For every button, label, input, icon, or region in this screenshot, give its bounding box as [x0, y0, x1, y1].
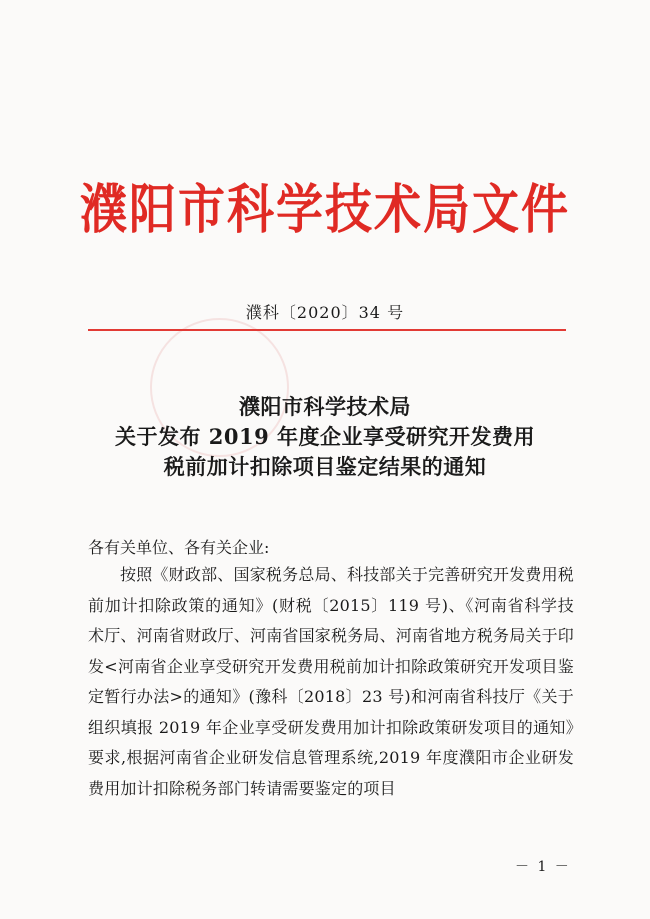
- notice-title-line: 税前加计扣除项目鉴定结果的通知: [163, 454, 487, 479]
- salutation: 各有关单位、各有关企业:: [88, 538, 270, 557]
- notice-title-line: 关于发布 2019 年度企业享受研究开发费用: [114, 424, 536, 449]
- document-number: 濮科〔2020〕34 号: [245, 303, 405, 322]
- document-header-title: 濮阳市科学技术局文件: [80, 179, 570, 241]
- page-number: － 1 －: [515, 859, 571, 875]
- body-paragraph: 按照《财政部、国家税务总局、科技部关于完善研究开发费用税前加计扣除政策的通知》(财税〔2015〕119 号)、《河南省科学技术厅、河南省财政厅、河南省国家税务局、河南省地方税务局关于印发<河南省企业享受研究开发费用税前加计扣除政策研究开发项目鉴定暂行办法>的通知》(豫科〔2018〕23 号)和河南省科技厅《关于组织填报 2019 年企业享受研发费用加计扣除政策研发项目的通知》要求,根据河南省企业研发信息管理系统,2019 年度濮阳市企业研发费用加计扣除税务部门转请需要鉴定的项目: [88, 565, 575, 798]
- notice-title: [0, 392, 650, 482]
- notice-title-line: 濮阳市科学技术局: [239, 394, 411, 419]
- red-divider-line: [88, 329, 566, 331]
